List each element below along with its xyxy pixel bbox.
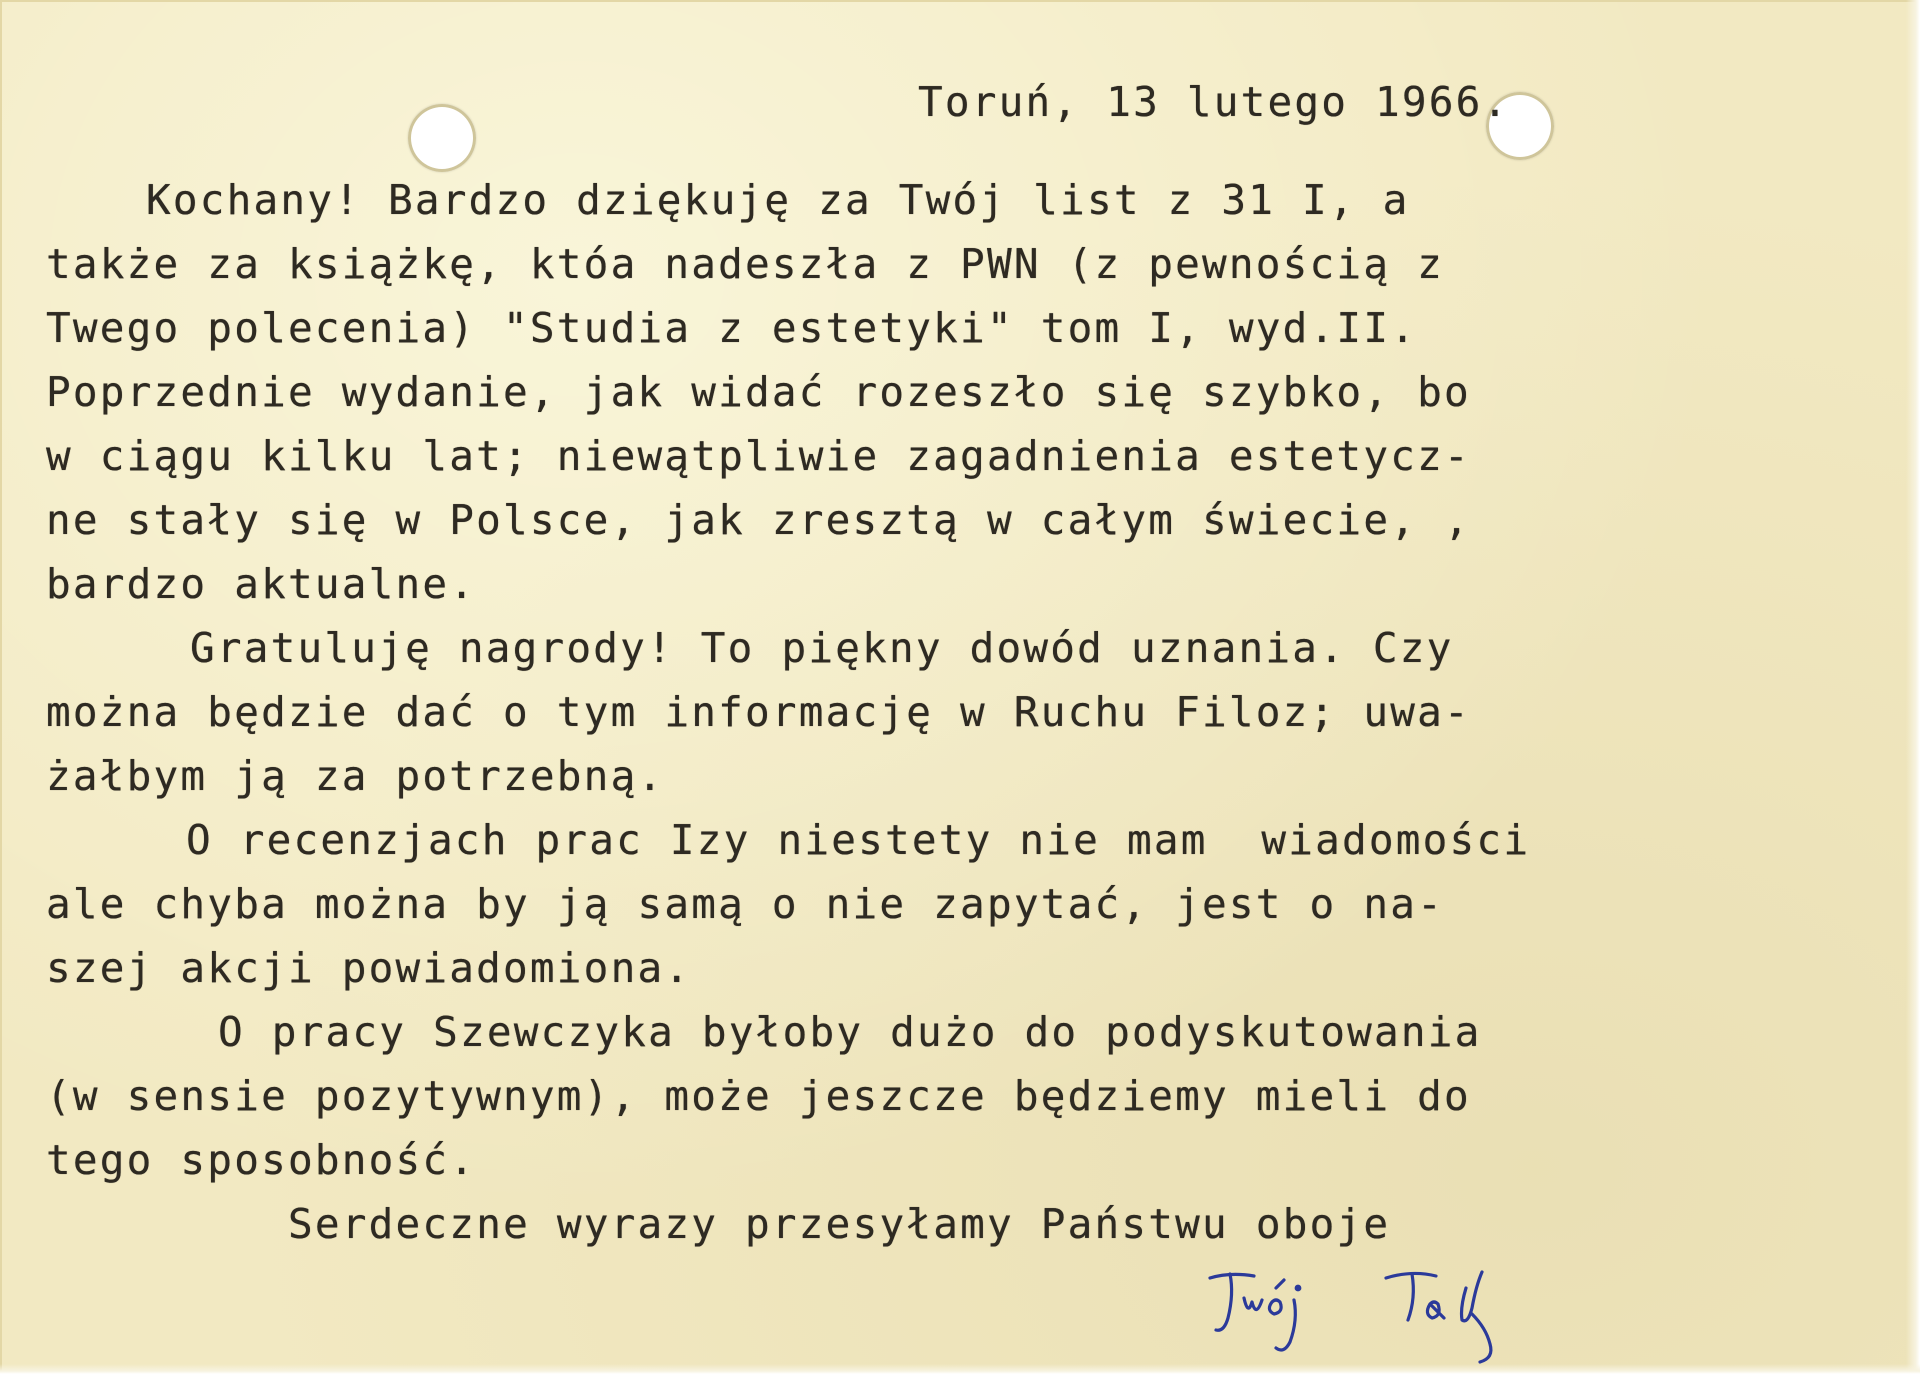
letter-line: Kochany! Bardzo dziękuję za Twój list z 31 I, a: [146, 176, 1410, 224]
letter-line: żałbym ją za potrzebną.: [46, 752, 665, 800]
letter-line: ale chyba można by ją samą o nie zapytać, jest o na-: [46, 880, 1444, 928]
card-edge-right: [1906, 0, 1920, 1374]
punch-hole-left: [408, 104, 476, 172]
letter-line: tego sposobność.: [46, 1136, 477, 1184]
letter-line: Twego polecenia) "Studia z estetyki" tom I, wyd.II.: [46, 304, 1418, 352]
card-edge-bottom: [0, 1364, 1920, 1374]
letter-line: Poprzednie wydanie, jak widać rozeszło się szybko, bo: [46, 368, 1471, 416]
letter-line: można będzie dać o tym informację w Ruchu Filoz; uwa-: [46, 688, 1471, 736]
letter-line: O recenzjach prac Izy niestety nie mam wiadomości: [186, 816, 1531, 864]
letter-closing: Serdeczne wyrazy przesyłamy Państwu oboje: [288, 1200, 1391, 1248]
letter-line: także za książkę, któa nadeszła z PWN (z pewnością z: [46, 240, 1444, 288]
letter-line: w ciągu kilku lat; niewątpliwie zagadnienia estetycz-: [46, 432, 1471, 480]
handwritten-signature: [1190, 1258, 1570, 1368]
letter-date: Toruń, 13 lutego 1966.: [918, 78, 1510, 126]
letter-line: (w sensie pozytywnym), może jeszcze będziemy mieli do: [46, 1072, 1471, 1120]
letter-line: O pracy Szewczyka byłoby dużo do podyskutowania: [218, 1008, 1482, 1056]
letter-line: bardzo aktualne.: [46, 560, 477, 608]
letter-line: ne stały się w Polsce, jak zresztą w całym świecie, ,: [46, 496, 1471, 544]
letter-line: szej akcji powiadomiona.: [46, 944, 692, 992]
letter-line: Gratuluję nagrody! To piękny dowód uznania. Czy: [190, 624, 1454, 672]
